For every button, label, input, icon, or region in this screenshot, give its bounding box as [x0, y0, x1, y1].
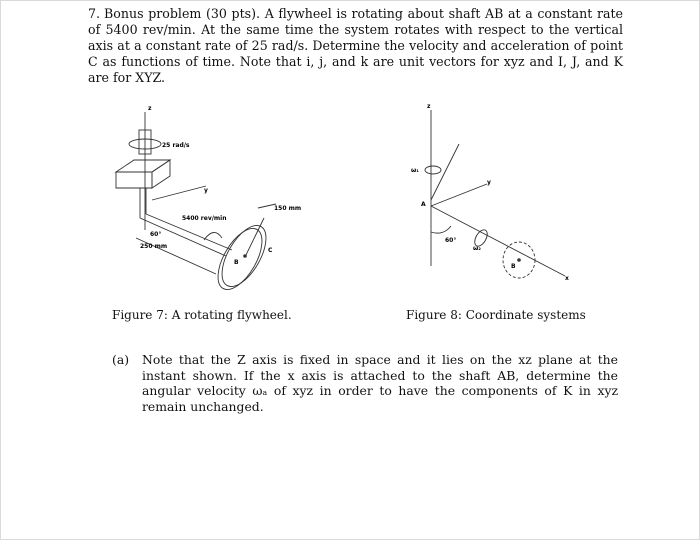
fig8-label-omega-2: ω₂ — [473, 245, 481, 252]
part-a — [112, 352, 618, 414]
figure-7-caption: Figure 7: A rotating flywheel. — [112, 308, 292, 322]
fig7-label-b: B — [234, 259, 239, 266]
problem-statement — [88, 6, 623, 86]
problem-number: 7. — [88, 6, 101, 21]
fig7-label-dim-150: 150 mm — [274, 205, 302, 212]
fig8-label-a: A — [421, 201, 426, 208]
fig8-label-omega-1: ω₁ — [411, 167, 419, 174]
figure-8 — [395, 100, 585, 300]
fig7-label-angle: 60° — [150, 231, 162, 238]
coordinate-systems-drawing — [395, 100, 585, 300]
fig7-label-dim-250: 250 mm — [140, 243, 168, 250]
problem-text: Bonus problem (30 pts). A flywheel is rotating about shaft AB at a constant rate of 5400 rev/min. At the same time the system rotates with respect to the vertical axis at a constant rate of 25 rad/s. Determine the velocity and acceleration of point C as functions of time. Note that i, j, and k are unit vectors for xyz and I, J, and K are for XYZ. — [88, 6, 623, 85]
fig7-label-rate-vertical: 25 rad/s — [162, 142, 190, 149]
fig7-label-rate-flywheel: 5400 rev/min — [182, 215, 227, 222]
flywheel-drawing — [108, 100, 308, 300]
fig8-label-x: x — [565, 275, 569, 282]
fig7-label-c: C — [268, 247, 273, 254]
part-a-text: Note that the Z axis is fixed in space and it lies on the xz plane at the instant shown. If the x axis is attached to the shaft AB, determine the angular velocity ωₐ of xyz in order to have the components of K in xyz remain unchanged. — [142, 352, 618, 414]
fig8-label-b: B — [511, 263, 516, 270]
fig8-label-z: z — [427, 103, 431, 110]
part-a-label: (a) — [112, 352, 130, 367]
figure-8-caption: Figure 8: Coordinate systems — [406, 308, 586, 322]
fig7-label-y: y — [204, 187, 208, 194]
fig8-label-angle: 60° — [445, 237, 457, 244]
figure-7 — [108, 100, 308, 300]
fig7-label-z: z — [148, 105, 152, 112]
fig8-label-y: y — [487, 179, 491, 186]
